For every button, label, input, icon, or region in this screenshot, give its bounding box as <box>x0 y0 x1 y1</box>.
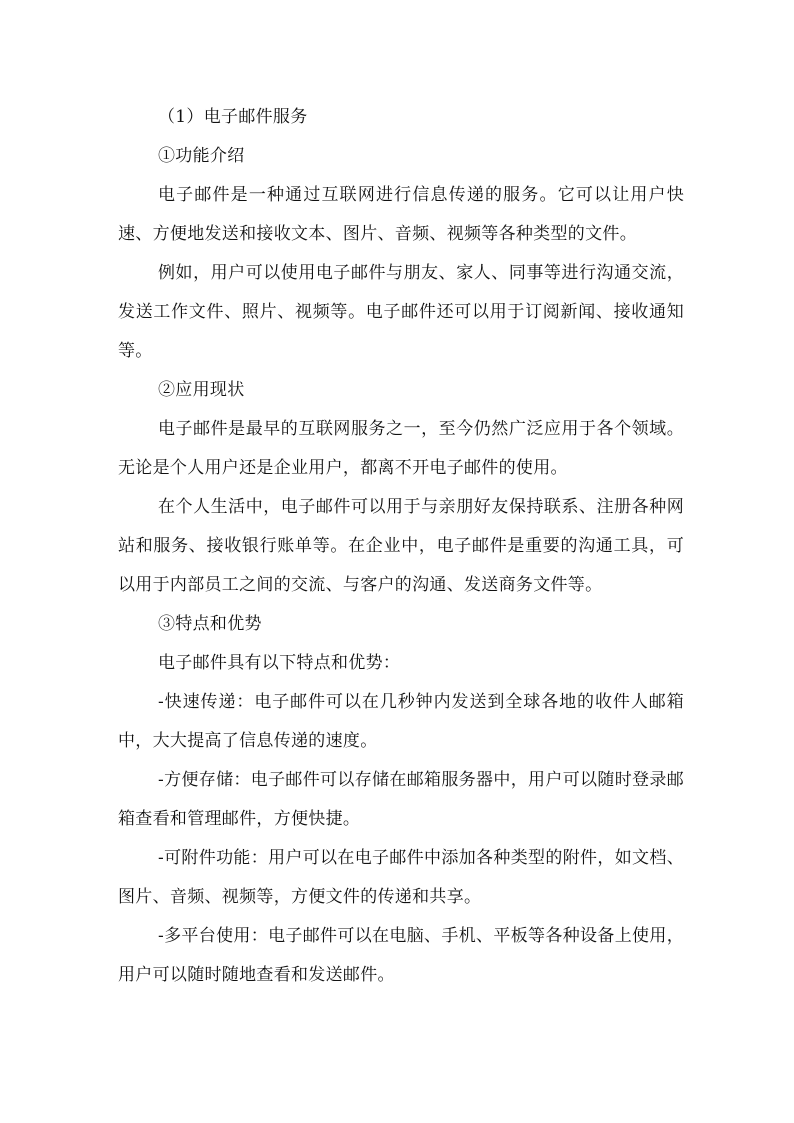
list-item: -方便存储：电子邮件可以存储在邮箱服务器中，用户可以随时登录邮箱查看和管理邮件，方便快捷。 <box>118 770 684 829</box>
list-item: -可附件功能：用户可以在电子邮件中添加各种类型的附件，如文档、图片、音频、视频等，方便文件的传递和共享。 <box>118 848 684 907</box>
paragraph: 例如，用户可以使用电子邮件与朋友、家人、同事等进行沟通交流，发送工作文件、照片、视频等。电子邮件还可以用于订阅新闻、接收通知等。 <box>118 263 684 361</box>
subsection-title-function: ①功能介绍 <box>158 146 245 166</box>
section-title: （1）电子邮件服务 <box>158 107 308 127</box>
subsection-title-status: ②应用现状 <box>158 380 245 400</box>
list-item: -多平台使用：电子邮件可以在电脑、手机、平板等各种设备上使用，用户可以随时随地查看和发送邮件。 <box>118 926 684 985</box>
document-page <box>118 98 684 995</box>
paragraph: 电子邮件是最早的互联网服务之一，至今仍然广泛应用于各个领域。无论是个人用户还是企业用户，都离不开电子邮件的使用。 <box>118 419 684 478</box>
paragraph: 电子邮件具有以下特点和优势： <box>158 653 401 673</box>
subsection-title-features: ③特点和优势 <box>158 614 262 634</box>
list-item: -快速传递：电子邮件可以在几秒钟内发送到全球各地的收件人邮箱中，大大提高了信息传递的速度。 <box>118 692 684 751</box>
paragraph: 电子邮件是一种通过互联网进行信息传递的服务。它可以让用户快速、方便地发送和接收文本、图片、音频、视频等各种类型的文件。 <box>118 185 684 244</box>
paragraph: 在个人生活中，电子邮件可以用于与亲朋好友保持联系、注册各种网站和服务、接收银行账单等。在企业中，电子邮件是重要的沟通工具，可以用于内部员工之间的交流、与客户的沟通、发送商务文件等。 <box>118 497 684 595</box>
